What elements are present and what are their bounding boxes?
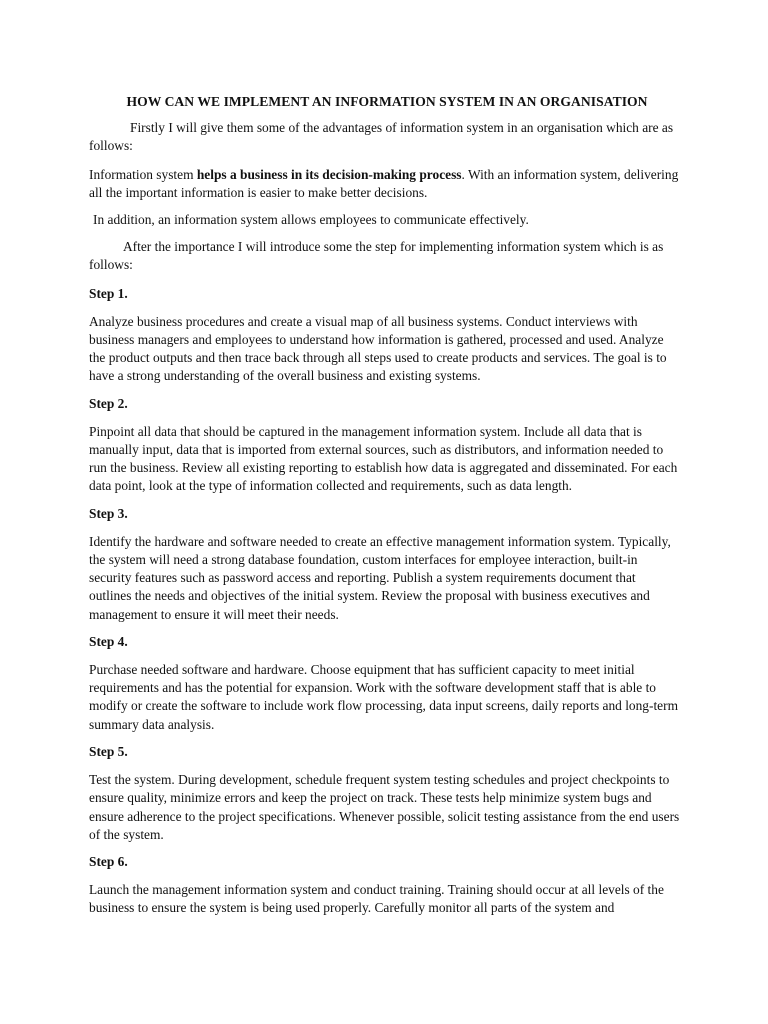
advantage-paragraph-communication: In addition, an information system allows employees to communicate effectively. xyxy=(93,212,529,228)
step-body-1: Analyze business procedures and create a visual map of all business systems. Conduct interviews with business managers and employees to understand how information is gathered, processed and used. Analyze the product outputs and then trace back through all steps used to create products and services. The goal is to have a strong understanding of the overall business and existing systems. xyxy=(89,313,667,384)
advantage-prefix: Information system xyxy=(89,166,197,182)
step-heading-3: Step 3. xyxy=(89,505,128,521)
step-heading-2: Step 2. xyxy=(89,395,128,411)
advantage-paragraph-decision-making xyxy=(89,166,681,202)
document-content xyxy=(89,93,681,927)
step-body-4: Purchase needed software and hardware. Choose equipment that has sufficient capacity to meet initial requirements and has the potential for expansion. Work with the software development staff that is able to modify or create the software to include work flow processing, data input screens, daily reports and long-term summary data analysis. xyxy=(89,662,679,732)
intro-paragraph: Firstly I will give them some of the advantages of information system in an organisation which are as follows: xyxy=(89,120,674,154)
document-title: HOW CAN WE IMPLEMENT AN INFORMATION SYSTEM IN AN ORGANISATION xyxy=(126,94,648,109)
step-body-2: Pinpoint all data that should be captured in the management information system. Include all data that is manually input, data that is imported from external sources, such as distributors, and information needed to run the business. Review all existing reporting to establish how data is aggregated and disseminated. For each data point, look at the type of information collected and requirements, such as data length. xyxy=(89,423,678,494)
steps-intro-paragraph: After the importance I will introduce some the step for implementing information system which is as follows: xyxy=(89,239,664,273)
step-body-5: Test the system. During development, schedule frequent system testing schedules and project checkpoints to ensure quality, minimize errors and keep the project on track. These tests help minimize system bugs and ensure adherence to the project specifications. Whenever possible, solicit testing assistance from the end users of the system. xyxy=(89,772,680,842)
advantage-emphasis: helps a business in its decision-making process xyxy=(196,166,462,182)
step-body-6: Launch the management information system and conduct training. Training should occur at all levels of the business to ensure the system is being used properly. Carefully monitor all parts of the system and xyxy=(89,882,664,916)
step-heading-4: Step 4. xyxy=(89,633,128,649)
step-body-3: Identify the hardware and software needed to create an effective management information system. Typically, the system will need a strong database foundation, custom interfaces for employee interaction, built-in security features such as password access and reporting. Publish a system requirements document that outlines the needs and objectives of the initial system. Review the proposal with business executives and management to ensure it will meet their needs. xyxy=(89,533,671,622)
step-heading-5: Step 5. xyxy=(89,743,128,759)
step-heading-1: Step 1. xyxy=(89,285,128,301)
advantage-suffix: . With an information system, delivering all the important information is easier to make better decisions. xyxy=(89,166,679,200)
step-heading-6: Step 6. xyxy=(89,853,128,869)
